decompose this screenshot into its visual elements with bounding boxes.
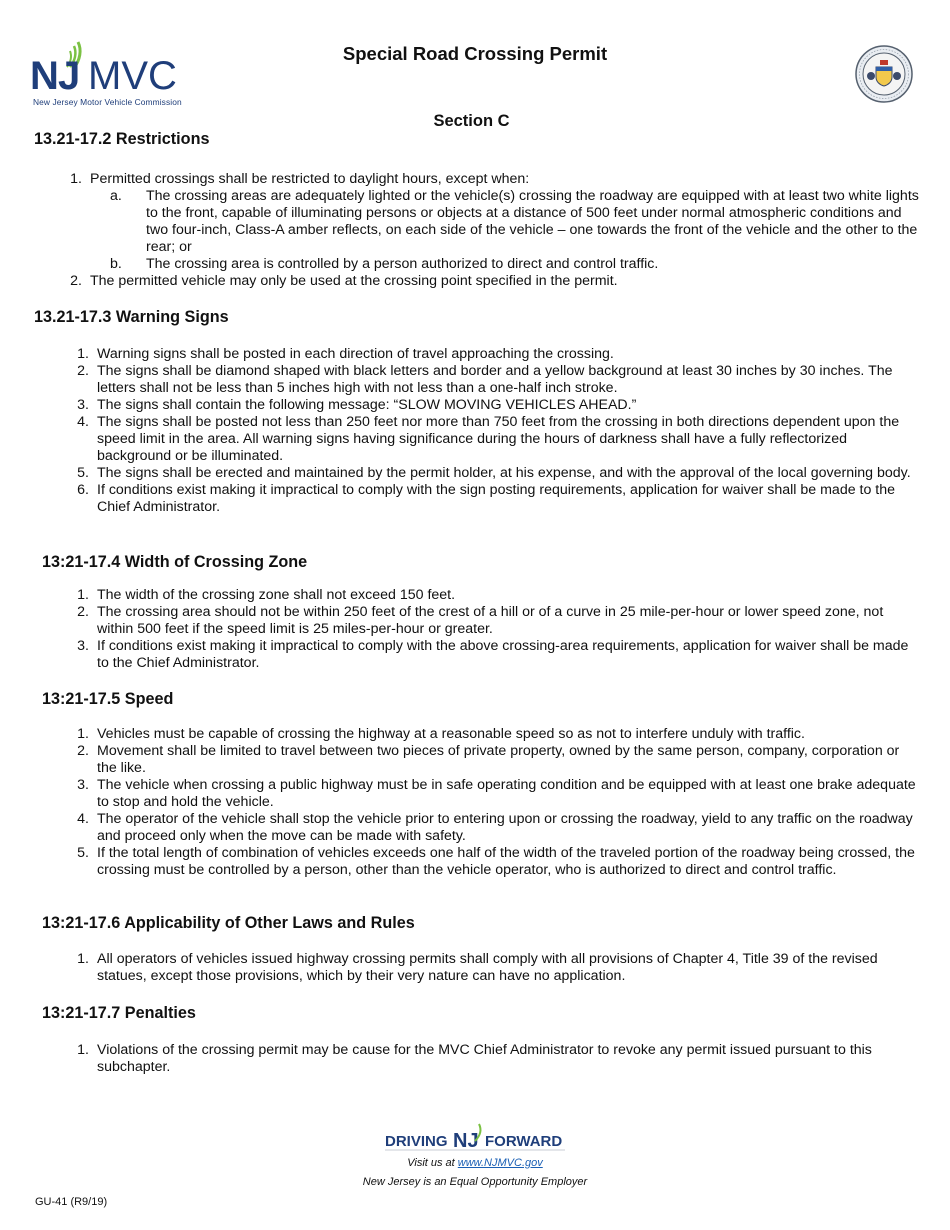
section-heading-applicability: 13:21-17.6 Applicability of Other Laws and Rules: [42, 914, 415, 932]
slogan-nj-mark: NJ: [453, 1130, 479, 1152]
svg-text:MVC: MVC: [88, 54, 177, 96]
list-item: 1. All operators of vehicles issued highway crossing permits shall comply with all provisions of Chapter 4, Title 39 of the revised statues, except those provisions, which by their very nature can have no application.: [77, 951, 878, 984]
slogan-left: DRIVING: [385, 1133, 448, 1150]
restrictions-sublist: [90, 188, 920, 273]
warning-signs-list: [77, 346, 917, 516]
section-heading-warning-signs: 13.21-17.3 Warning Signs: [34, 308, 229, 326]
website-link[interactable]: www.NJMVC.gov: [457, 1157, 543, 1169]
svg-text:N: N: [30, 54, 59, 96]
list-item: b. The crossing area is controlled by a person authorized to direct and control traffic.: [110, 256, 659, 272]
page-title: Special Road Crossing Permit: [342, 43, 608, 64]
section-heading-penalties: 13:21-17.7 Penalties: [42, 1004, 196, 1022]
list-item: 5. The signs shall be erected and maintained by the permit holder, at his expense, and with the approval of the local governing body.: [77, 465, 911, 481]
list-item: 2. Movement shall be limited to travel between two pieces of private property, owned by the same person, company, corporation or the like.: [77, 743, 900, 776]
list-item: 3. If conditions exist making it impractical to comply with the above crossing-area requirements, application for waiver shall be made to the Chief Administrator.: [77, 638, 909, 671]
list-item: 1. Vehicles must be capable of crossing the highway at a reasonable speed so as not to interfere unduly with traffic.: [77, 726, 805, 742]
list-item: 2. The crossing area should not be within 250 feet of the crest of a hill or of a curve in 25 mile-per-hour or lower speed zone, not within 500 feet if the speed limit is 25 miles-per-hour or greater.: [77, 604, 884, 637]
section-heading-speed: 13:21-17.5 Speed: [42, 690, 174, 708]
width-list: [77, 587, 917, 672]
list-item: 1. The width of the crossing zone shall not exceed 150 feet.: [77, 587, 456, 603]
list-item: 4. The operator of the vehicle shall stop the vehicle prior to entering upon or crossing the roadway, yield to any traffic on the roadway and proceed only when the move can be made with safety.: [77, 811, 913, 844]
list-item: 2. The permitted vehicle may only be used at the crossing point specified in the permit.: [70, 273, 618, 289]
list-item: 6. If conditions exist making it impractical to comply with the sign posting requirements, application for waiver shall be made to the Chief Administrator.: [77, 482, 896, 515]
section-heading-restrictions: 13.21-17.2 Restrictions: [34, 130, 210, 148]
list-item: 3. The signs shall contain the following message: “SLOW MOVING VEHICLES AHEAD.”: [77, 397, 637, 413]
list-item: 1. Warning signs shall be posted in each direction of travel approaching the crossing.: [77, 346, 614, 362]
list-item: 5. If the total length of combination of vehicles exceeds one half of the width of the traveled portion of the roadway being crossed, the crossing must be controlled by a person, other than the vehicle operator, who is authorized to direct and control traffic.: [77, 845, 915, 878]
section-heading-width-of-crossing-zone: 13:21-17.4 Width of Crossing Zone: [42, 553, 308, 571]
svg-text:J: J: [58, 54, 81, 96]
driving-forward-logo: [385, 1121, 565, 1153]
list-item: 4. The signs shall be posted not less than 250 feet nor more than 750 feet from the crossing in both directions dependent upon the speed limit in the area. All warning signs having significance during the hours of darkness shall have a fully reflectorized background or be illuminated.: [77, 414, 900, 464]
list-item: 1. Violations of the crossing permit may be cause for the MVC Chief Administrator to revoke any permit issued pursuant to this subchapter.: [77, 1042, 872, 1075]
list-item: 3. The vehicle when crossing a public highway must be in safe operating condition and be equipped with at least one brake adequate to stop and hold the vehicle.: [77, 777, 916, 810]
restrictions-list: [70, 171, 920, 290]
list-item: a. The crossing areas are adequately lighted or the vehicle(s) crossing the roadway are equipped with at least two white lights to the front, capable of illuminating persons or objects at a distance of 500 feet under normal atmospheric conditions and two four-inch, Class-A amber reflects, on each side of the vehicle – one towards the front of the vehicle and the other to the rear; or: [110, 188, 919, 255]
logo-subtitle: New Jersey Motor Vehicle Commission: [33, 97, 182, 107]
list-item: 2. The signs shall be diamond shaped with black letters and border and a yellow background at least 30 inches by 30 inches. The letters shall not be less than 5 inches high with not less than a one-half inch stroke.: [77, 363, 893, 396]
applicability-list: [77, 951, 917, 985]
visit-prefix: Visit us at: [407, 1157, 458, 1169]
section-label: Section C: [433, 112, 510, 130]
list-item: 1. Permitted crossings shall be restricted to daylight hours, except when: a. The crossing areas are adequately lighted or the vehicle(s) crossing the roadway are equipped with at least two white lights to the front, capable of illuminating persons or objects at a distance of 500 feet under normal atmospheric conditions and two four-inch, Class-A amber reflects, on each side of the vehicle – one towards the front of the vehicle and the other to the rear; or b. The crossing area is controlled by a person authorized to direct and control traffic.: [70, 171, 919, 272]
form-id: GU-41 (R9/19): [35, 1196, 108, 1208]
equal-opportunity-statement: New Jersey is an Equal Opportunity Employer: [362, 1176, 588, 1188]
state-seal-icon: [855, 45, 913, 103]
speed-list: [77, 726, 917, 879]
penalties-list: [77, 1042, 917, 1076]
slogan-right: FORWARD: [485, 1133, 563, 1150]
visit-line: [0, 1155, 950, 1172]
